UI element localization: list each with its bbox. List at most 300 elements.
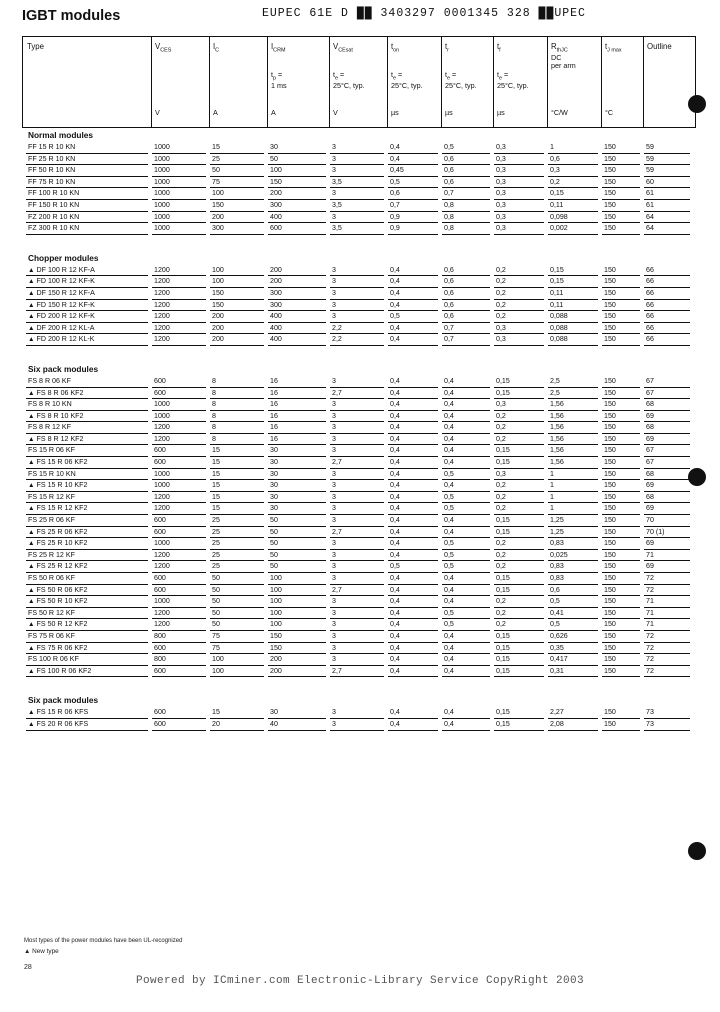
cell-type: FS 8 R 12 KF xyxy=(28,423,71,432)
cell-icrm: 16 xyxy=(270,434,278,443)
cell-type xyxy=(28,312,148,320)
new-type-triangle-icon: ▲ xyxy=(28,528,35,536)
cell-outline: 66 xyxy=(646,300,654,309)
cell-tr: 0,5 xyxy=(444,608,454,617)
cell-ic: 300 xyxy=(212,224,224,233)
table-row xyxy=(22,376,694,388)
cell-tf: 0,3 xyxy=(496,469,506,478)
cell-ic: 50 xyxy=(212,608,220,617)
cell-outline: 66 xyxy=(646,312,654,321)
cell-rthjc: 0,025 xyxy=(550,550,568,559)
cell-outline: 66 xyxy=(646,335,654,344)
cell-rthjc: 0,2 xyxy=(550,177,560,186)
col-cond-rthjc: DC per arm xyxy=(551,53,576,71)
cell-rule xyxy=(388,730,438,731)
col-unit-rthjc: °C/W xyxy=(551,108,568,117)
cell-vces: 1000 xyxy=(154,481,170,490)
cell-ic: 15 xyxy=(212,504,220,513)
powered-by-notice: Powered by ICminer.com Electronic-Library Service CopyRight 2003 xyxy=(135,975,585,987)
cell-vcesat: 3 xyxy=(332,277,336,286)
cell-ton: 0,4 xyxy=(390,597,400,606)
cell-vces: 1200 xyxy=(154,434,170,443)
col-cond-tf: $t_e$ = 25°C, typ. xyxy=(497,70,529,90)
type-label: FS 20 R 06 KFS xyxy=(36,719,89,728)
cell-tf: 0,15 xyxy=(496,719,510,728)
cell-type: FF 15 R 10 KN xyxy=(28,143,76,151)
cell-tjmax: 150 xyxy=(604,585,616,594)
cell-icrm: 30 xyxy=(270,481,278,490)
cell-tr: 0,6 xyxy=(444,277,454,286)
col-title-type: Type xyxy=(27,42,44,51)
cell-vcesat: 3 xyxy=(332,312,336,321)
cell-outline: 64 xyxy=(646,224,654,233)
cell-icrm: 200 xyxy=(270,189,282,198)
cell-tjmax: 150 xyxy=(604,376,616,385)
cell-tf: 0,15 xyxy=(496,527,510,536)
cell-vcesat: 3 xyxy=(332,643,336,652)
cell-rthjc: 1,56 xyxy=(550,423,564,432)
cell-tf: 0,15 xyxy=(496,631,510,640)
cell-vcesat: 3 xyxy=(332,492,336,501)
type-label: FS 50 R 06 KF2 xyxy=(36,585,88,594)
page-title: IGBT modules xyxy=(22,8,121,24)
cell-outline: 59 xyxy=(646,154,654,163)
cell-rule xyxy=(494,676,544,677)
cell-ton: 0,4 xyxy=(390,411,400,420)
type-label: DF 200 R 12 KL-A xyxy=(36,323,95,332)
cell-type xyxy=(28,277,148,285)
cell-vces: 1200 xyxy=(154,335,170,344)
cell-rthjc: 0,41 xyxy=(550,608,564,617)
cell-ic: 50 xyxy=(212,585,220,594)
col-unit-tr: µs xyxy=(445,108,453,117)
cell-rthjc: 2,08 xyxy=(550,719,564,728)
cell-rule xyxy=(494,345,544,346)
cell-type: FS 8 R 06 KF xyxy=(28,376,71,385)
cell-vcesat: 3 xyxy=(332,597,336,606)
new-type-triangle-icon: ▲ xyxy=(28,667,35,675)
type-label: FS 15 R 06 KF2 xyxy=(36,458,88,467)
cell-type xyxy=(28,458,148,466)
cell-tf: 0,2 xyxy=(496,608,506,617)
cell-ton: 0,4 xyxy=(390,481,400,490)
cell-rule xyxy=(330,676,384,677)
cell-tjmax: 150 xyxy=(604,620,616,629)
cell-ic: 50 xyxy=(212,574,220,582)
cell-tr: 0,8 xyxy=(444,200,454,209)
cell-ic: 50 xyxy=(212,620,220,629)
table-row xyxy=(22,288,694,300)
col-cond-icrm: $t_p$ = 1 ms xyxy=(271,70,287,90)
cell-ton: 0,4 xyxy=(390,631,400,640)
page-number: 28 xyxy=(24,964,32,971)
cell-icrm: 50 xyxy=(270,154,278,163)
cell-rule xyxy=(268,234,326,235)
cell-vces: 600 xyxy=(154,643,166,652)
cell-vces: 1200 xyxy=(154,265,170,274)
cell-tjmax: 150 xyxy=(604,277,616,286)
table-row xyxy=(22,515,694,527)
col-cond-vcesat: $t_e$ = 25°C, typ. xyxy=(333,70,365,90)
cell-rthjc: 1 xyxy=(550,492,554,501)
cell-rthjc: 0,83 xyxy=(550,539,564,548)
cell-icrm: 50 xyxy=(270,562,278,571)
table-row xyxy=(22,457,694,469)
cell-tf: 0,15 xyxy=(496,458,510,467)
cell-outline: 67 xyxy=(646,458,654,467)
cell-rthjc: 0,35 xyxy=(550,643,564,652)
section-gap xyxy=(22,346,694,360)
cell-tr: 0,4 xyxy=(444,434,454,443)
cell-vces: 1000 xyxy=(154,212,170,221)
cell-outline: 72 xyxy=(646,585,654,594)
new-type-triangle-icon: ▲ xyxy=(28,563,35,571)
cell-outline: 68 xyxy=(646,400,654,409)
cell-ic: 20 xyxy=(212,719,220,728)
cell-tf: 0,2 xyxy=(496,277,506,286)
cell-type: FS 15 R 10 KN xyxy=(28,469,76,478)
cell-icrm: 16 xyxy=(270,411,278,420)
cell-icrm: 200 xyxy=(270,666,282,675)
cell-vces: 600 xyxy=(154,527,166,536)
cell-outline: 72 xyxy=(646,643,654,652)
cell-vcesat: 3 xyxy=(332,434,336,443)
col-title-vcesat: $V_{CEsat}$ xyxy=(333,42,353,54)
cell-rthjc: 1 xyxy=(550,143,554,151)
cell-vcesat: 3,5 xyxy=(332,200,342,209)
cell-tr: 0,4 xyxy=(444,527,454,536)
table-row xyxy=(22,434,694,446)
new-type-triangle-icon: ▲ xyxy=(28,389,35,397)
cell-ic: 200 xyxy=(212,312,224,321)
cell-rthjc: 0,626 xyxy=(550,631,568,640)
cell-ic: 8 xyxy=(212,434,216,443)
cell-type xyxy=(28,324,148,332)
cell-vces: 600 xyxy=(154,719,166,728)
cell-ton: 0,4 xyxy=(390,400,400,409)
cell-icrm: 30 xyxy=(270,492,278,501)
cell-tr: 0,5 xyxy=(444,504,454,513)
cell-type xyxy=(28,597,148,605)
cell-rthjc: 0,31 xyxy=(550,666,564,675)
cell-ic: 25 xyxy=(212,154,220,163)
cell-tjmax: 150 xyxy=(604,608,616,617)
col-cond-tr: $t_e$ = 25°C, typ. xyxy=(445,70,477,90)
cell-icrm: 16 xyxy=(270,400,278,409)
cell-tr: 0,5 xyxy=(444,620,454,629)
cell-rthjc: 0,3 xyxy=(550,166,560,175)
cell-vces: 1000 xyxy=(154,597,170,606)
cell-tr: 0,4 xyxy=(444,400,454,409)
cell-rthjc: 0,15 xyxy=(550,277,564,286)
cell-ton: 0,6 xyxy=(390,189,400,198)
type-label: FS 15 R 12 KF2 xyxy=(36,504,88,513)
table-row xyxy=(22,334,694,346)
cell-ic: 75 xyxy=(212,643,220,652)
cell-outline: 60 xyxy=(646,177,654,186)
cell-vces: 600 xyxy=(154,376,166,385)
cell-vcesat: 3 xyxy=(332,143,336,151)
type-label: DF 150 R 12 KF-A xyxy=(36,288,95,297)
cell-ic: 15 xyxy=(212,458,220,467)
cell-tf: 0,15 xyxy=(496,376,510,385)
new-type-triangle-icon: ▲ xyxy=(28,278,35,286)
cell-vces: 600 xyxy=(154,708,166,717)
cell-icrm: 16 xyxy=(270,388,278,397)
cell-rthjc: 1 xyxy=(550,481,554,490)
cell-outline: 64 xyxy=(646,212,654,221)
table-row xyxy=(22,707,694,719)
cell-vcesat: 2,7 xyxy=(332,458,342,467)
cell-ic: 25 xyxy=(212,562,220,571)
cell-rule xyxy=(268,676,326,677)
section-gap xyxy=(22,731,694,739)
type-label: FS 8 R 10 KF2 xyxy=(36,411,84,420)
cell-ton: 0,5 xyxy=(390,312,400,321)
cell-tr: 0,4 xyxy=(444,631,454,640)
table-row xyxy=(22,538,694,550)
cell-ton: 0,4 xyxy=(390,708,400,717)
new-type-triangle-icon: ▲ xyxy=(28,435,35,443)
cell-ton: 0,4 xyxy=(390,376,400,385)
cell-rthjc: 2,5 xyxy=(550,376,560,385)
type-label: FS 15 R 10 KF2 xyxy=(36,481,88,490)
cell-rthjc: 0,002 xyxy=(550,224,568,233)
new-type-triangle-icon: ▲ xyxy=(28,482,35,490)
cell-icrm: 30 xyxy=(270,458,278,467)
table-row xyxy=(22,643,694,655)
cell-rule xyxy=(388,345,438,346)
type-label: FS 50 R 10 KF2 xyxy=(36,597,88,606)
cell-rule xyxy=(210,345,264,346)
cell-vcesat: 3 xyxy=(332,446,336,455)
cell-ic: 50 xyxy=(212,166,220,175)
cell-tjmax: 150 xyxy=(604,265,616,274)
cell-tjmax: 150 xyxy=(604,481,616,490)
cell-vcesat: 2,7 xyxy=(332,388,342,397)
cell-outline: 73 xyxy=(646,708,654,717)
cell-rule xyxy=(644,234,690,235)
cell-type xyxy=(28,389,148,397)
cell-ic: 25 xyxy=(212,516,220,525)
cell-type: FZ 300 R 10 KN xyxy=(28,224,80,233)
cell-vces: 1000 xyxy=(154,539,170,548)
cell-ton: 0,4 xyxy=(390,643,400,652)
cell-rule xyxy=(442,676,490,677)
cell-outline: 72 xyxy=(646,655,654,664)
cell-outline: 67 xyxy=(646,446,654,455)
cell-vcesat: 3 xyxy=(332,574,336,582)
cell-vces: 1200 xyxy=(154,504,170,513)
cell-tf: 0,2 xyxy=(496,312,506,321)
cell-ton: 0,4 xyxy=(390,719,400,728)
section-title: Normal modules xyxy=(28,130,94,140)
cell-vces: 600 xyxy=(154,388,166,397)
cell-outline: 66 xyxy=(646,288,654,297)
cell-tf: 0,2 xyxy=(496,434,506,443)
table-header xyxy=(22,36,696,128)
cell-ic: 100 xyxy=(212,265,224,274)
table-section xyxy=(22,360,694,691)
cell-icrm: 100 xyxy=(270,620,282,629)
cell-rule xyxy=(26,234,148,235)
cell-rthjc: 2,27 xyxy=(550,708,564,717)
cell-rule xyxy=(602,345,640,346)
cell-tr: 0,5 xyxy=(444,539,454,548)
col-unit-tf: µs xyxy=(497,108,505,117)
cell-type xyxy=(28,528,148,536)
cell-tf: 0,15 xyxy=(496,585,510,594)
cell-vces: 800 xyxy=(154,655,166,664)
section-title: Chopper modules xyxy=(28,252,99,263)
cell-rule xyxy=(442,234,490,235)
cell-icrm: 150 xyxy=(270,177,282,186)
cell-vces: 1000 xyxy=(154,411,170,420)
cell-type xyxy=(28,720,148,728)
cell-tf: 0,15 xyxy=(496,446,510,455)
new-type-triangle-icon: ▲ xyxy=(28,266,35,274)
cell-tr: 0,5 xyxy=(444,562,454,571)
cell-ton: 0,4 xyxy=(390,434,400,443)
cell-rthjc: 0,15 xyxy=(550,265,564,274)
cell-tf: 0,2 xyxy=(496,300,506,309)
cell-tf: 0,2 xyxy=(496,504,506,513)
cell-rule xyxy=(388,676,438,677)
table-row xyxy=(22,445,694,457)
cell-ton: 0,4 xyxy=(390,504,400,513)
cell-icrm: 300 xyxy=(270,200,282,209)
cell-type xyxy=(28,586,148,594)
cell-vces: 1000 xyxy=(154,154,170,163)
cell-vcesat: 3 xyxy=(332,411,336,420)
cell-icrm: 50 xyxy=(270,539,278,548)
cell-ic: 100 xyxy=(212,277,224,286)
cell-ic: 200 xyxy=(212,323,224,332)
cell-tr: 0,8 xyxy=(444,212,454,221)
cell-ic: 8 xyxy=(212,376,216,385)
cell-type xyxy=(28,667,148,675)
cell-vcesat: 3 xyxy=(332,469,336,478)
cell-icrm: 300 xyxy=(270,300,282,309)
cell-vcesat: 3 xyxy=(332,550,336,559)
table-row xyxy=(22,492,694,504)
table-row xyxy=(22,654,694,666)
cell-outline: 68 xyxy=(646,492,654,501)
col-title-rthjc: $R_{thJC}$ xyxy=(551,42,568,54)
cell-vcesat: 3 xyxy=(332,212,336,221)
cell-tjmax: 150 xyxy=(604,562,616,571)
cell-type xyxy=(28,504,148,512)
cell-ton: 0,4 xyxy=(390,620,400,629)
cell-tf: 0,15 xyxy=(496,643,510,652)
cell-tjmax: 150 xyxy=(604,469,616,478)
cell-rule xyxy=(26,676,148,677)
cell-ton: 0,4 xyxy=(390,585,400,594)
cell-rule xyxy=(152,730,206,731)
type-label: FS 15 R 06 KFS xyxy=(36,708,89,717)
section-title: Six pack modules xyxy=(28,695,99,706)
cell-tjmax: 150 xyxy=(604,154,616,163)
cell-icrm: 600 xyxy=(270,224,282,233)
cell-type xyxy=(28,335,148,343)
cell-tr: 0,4 xyxy=(444,719,454,728)
cell-vces: 600 xyxy=(154,574,166,582)
cell-vcesat: 3 xyxy=(332,620,336,629)
cell-vces: 1000 xyxy=(154,189,170,198)
cell-rthjc: 0,83 xyxy=(550,562,564,571)
cell-icrm: 100 xyxy=(270,166,282,175)
table-row xyxy=(22,631,694,643)
cell-tf: 0,15 xyxy=(496,388,510,397)
cell-rthjc: 0,088 xyxy=(550,323,568,332)
footnote-ul: Most types of the power modules have been UL-recognized xyxy=(24,938,183,944)
cell-rule xyxy=(442,345,490,346)
cell-type xyxy=(28,289,148,297)
cell-tr: 0,4 xyxy=(444,481,454,490)
cell-vces: 1200 xyxy=(154,323,170,332)
cell-vcesat: 3 xyxy=(332,719,336,728)
cell-vces: 1200 xyxy=(154,312,170,321)
cell-ton: 0,4 xyxy=(390,516,400,525)
cell-outline: 72 xyxy=(646,666,654,675)
cell-type: FS 50 R 12 KF xyxy=(28,608,75,617)
new-type-triangle-icon: ▲ xyxy=(28,301,35,309)
cell-tr: 0,6 xyxy=(444,288,454,297)
table-row xyxy=(22,573,694,585)
cell-ton: 0,45 xyxy=(390,166,404,175)
cell-vcesat: 3 xyxy=(332,300,336,309)
col-title-ic: $I_C$ xyxy=(213,42,220,54)
cell-tjmax: 150 xyxy=(604,288,616,297)
table-row xyxy=(22,527,694,539)
table-row xyxy=(22,323,694,335)
cell-vces: 1200 xyxy=(154,620,170,629)
table-row xyxy=(22,585,694,597)
cell-icrm: 100 xyxy=(270,585,282,594)
cell-icrm: 200 xyxy=(270,277,282,286)
section-gap xyxy=(22,235,694,249)
cell-outline: 70 (1) xyxy=(646,527,665,536)
cell-vcesat: 3 xyxy=(332,166,336,175)
cell-icrm: 30 xyxy=(270,708,278,717)
cell-tr: 0,5 xyxy=(444,143,454,151)
cell-tr: 0,4 xyxy=(444,388,454,397)
cell-vcesat: 3 xyxy=(332,631,336,640)
cell-rule xyxy=(268,345,326,346)
cell-rule xyxy=(644,345,690,346)
cell-icrm: 50 xyxy=(270,550,278,559)
cell-type xyxy=(28,412,148,420)
cell-tf: 0,3 xyxy=(496,177,506,186)
cell-type: FS 15 R 12 KF xyxy=(28,492,75,501)
cell-ton: 0,4 xyxy=(390,527,400,536)
cell-type: FS 15 R 06 KF xyxy=(28,446,75,455)
cell-rule xyxy=(268,730,326,731)
cell-tjmax: 150 xyxy=(604,143,616,151)
cell-rule xyxy=(152,234,206,235)
cell-ic: 75 xyxy=(212,631,220,640)
cell-type xyxy=(28,562,148,570)
cell-ton: 0,7 xyxy=(390,200,400,209)
cell-tjmax: 150 xyxy=(604,189,616,198)
cell-icrm: 200 xyxy=(270,265,282,274)
cell-tf: 0,2 xyxy=(496,265,506,274)
cell-tr: 0,6 xyxy=(444,300,454,309)
cell-ton: 0,4 xyxy=(390,423,400,432)
cell-type: FZ 200 R 10 KN xyxy=(28,212,80,221)
table-row xyxy=(22,265,694,277)
cell-rthjc: 1,25 xyxy=(550,527,564,536)
